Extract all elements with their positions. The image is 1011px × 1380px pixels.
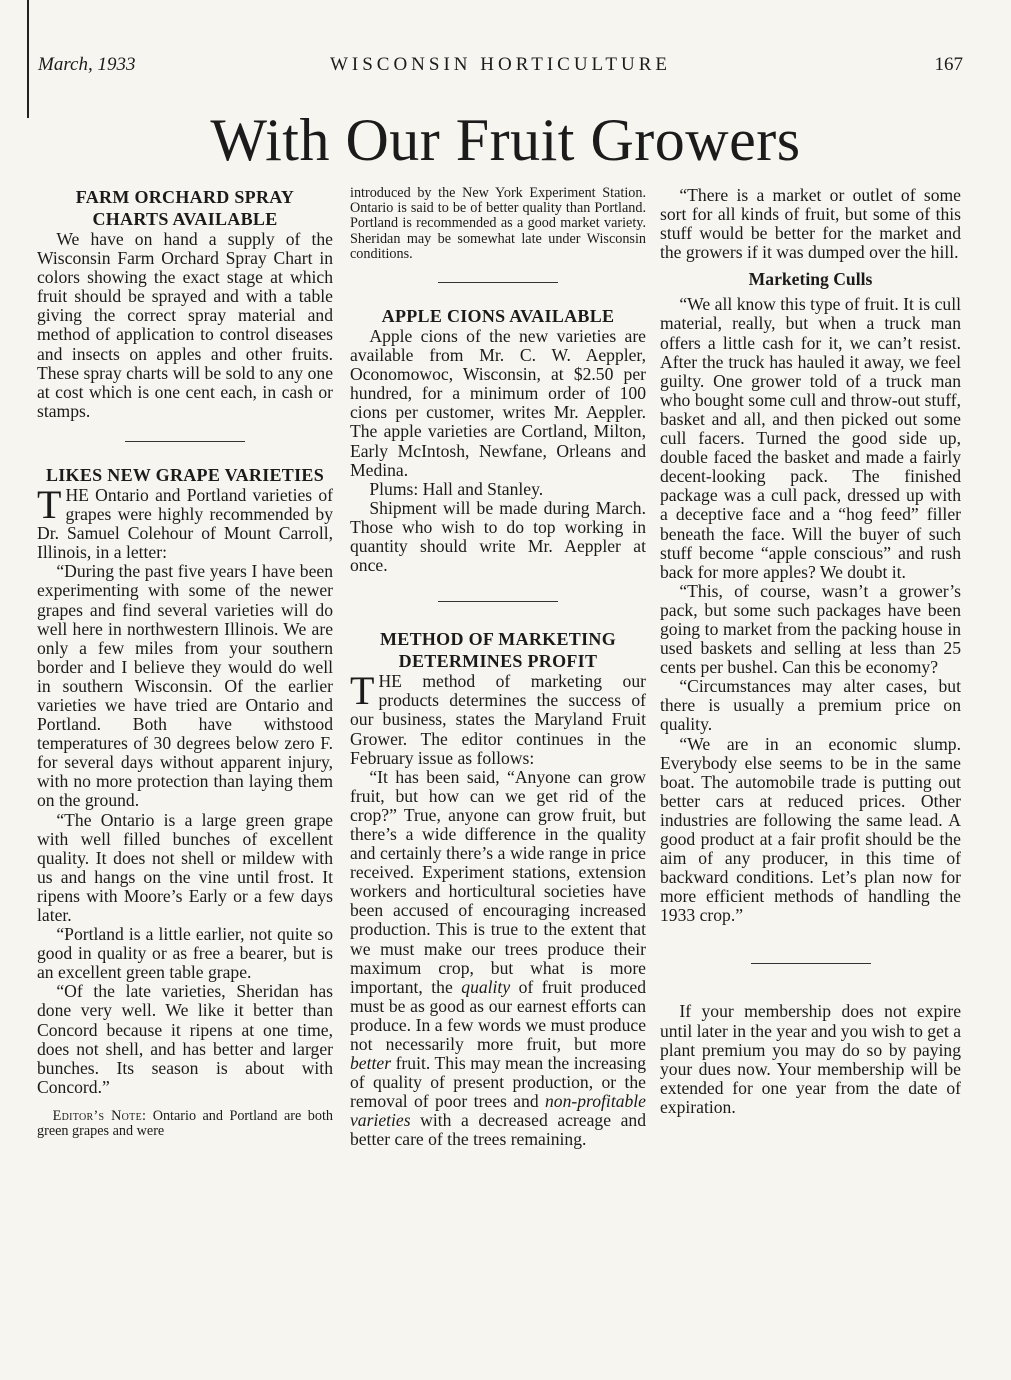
running-header: [38, 54, 963, 82]
separator-rule: [438, 601, 558, 602]
article-text: HE Ontario and Portland varieties of grapes were highly recommended by Dr. Samuel Colehour of Mount Carroll, Illinois, in a letter:: [37, 484, 333, 563]
column-1: [37, 186, 333, 1139]
page-title: With Our Fruit Growers: [210, 107, 801, 173]
article-heading-apple-cions: APPLE CIONS AVAILABLE: [381, 306, 615, 327]
separator-rule: [751, 963, 871, 964]
drop-cap: T: [37, 481, 62, 527]
column-2: [350, 186, 646, 1150]
article-paragraph: “The Ontario is a large green grape with well filled bunches of excellent quality. It does not shell or mildew with us and hangs on the vine until frost. It ripens with Moore’s Early or a few days later.: [37, 809, 333, 925]
article-text: “It has been said, “Anyone can grow fruit, but how can we get rid of the crop?” True, anyone can grow fruit, but there’s a wide difference in the quality and certainly there’s a wide range in price received. Experiment stations, extension workers and horticultural societies have been accused of encouraging increased production. This is true to the extent that we must make our trees produce their maximum crop, but what is more important, the: [350, 766, 646, 997]
issue-date: March, 1933: [38, 54, 136, 75]
article-text: fruit. This may mean the increasing of quality of present production, or the removal of poor trees and: [350, 1053, 646, 1112]
article-paragraph: Shipment will be made during March. Those who wish to do top working in quantity should write Mr. Aeppler at once.: [350, 497, 646, 576]
article-heading-marketing-method: METHOD OF MARKETING DETERMINES PROFIT: [379, 629, 617, 672]
emphasis-text: better: [350, 1053, 392, 1074]
article-paragraph: “During the past five years I have been experimenting with some of the newer grapes and find several varieties will do well here in northwestern Illinois. We are only a few miles from your southern border and I believe they would do well in southern Wisconsin. Of the earlier varieties we have tried are Ontario and Portland. Both have withstood temperatures of 30 degrees below zero F. for several days without apparent injury, with no more protection than laying them on the ground.: [37, 561, 333, 811]
article-paragraph: Apple cions of the new varieties are available from Mr. C. W. Aeppler, Oconomowoc, Wisconsin, at $2.50 per hundred, for a minimum order of 100 cions per customer, writes Mr. Aeppler. The apple varieties are Cortland, Milton, Early McIntosh, Newfane, Orleans and Medina.: [350, 326, 646, 480]
article-paragraph: [350, 768, 646, 1150]
article-paragraph: “Portland is a little earlier, not quite so good in quality or as free a bearer, but is an excellent green table grape.: [37, 924, 333, 983]
page-number: 167: [934, 54, 963, 75]
subheading-marketing-culls: Marketing Culls: [748, 269, 873, 290]
editors-note-text: Ontario and Portland are both green grapes and were: [37, 1107, 333, 1140]
article-paragraph: “This, of course, wasn’t a grower’s pack, but some such packages have been going to market from the packing house in used baskets and selling at less than 25 cents per bushel. Can this be economy?: [660, 580, 961, 678]
article-paragraph: “Of the late varieties, Sheridan has done very well. We like it better than Concord because it ripens at one time, does not shell, and has better and larger bunches. Its season is about with Concord.”: [37, 981, 333, 1097]
emphasis-text: quality: [461, 976, 511, 997]
article-paragraph: “Circumstances may alter cases, but there is usually a premium price on quality.: [660, 676, 961, 735]
article-paragraph: [37, 481, 333, 563]
article-heading-spray-charts: FARM ORCHARD SPRAY CHARTS AVAILABLE: [75, 187, 295, 229]
separator-rule: [438, 282, 558, 283]
article-heading-grape-varieties: LIKES NEW GRAPE VARIETIES: [45, 464, 325, 485]
separator-rule: [125, 441, 245, 442]
editors-note-continued: introduced by the New York Experiment Station. Ontario is said to be of better quality than Portland. Portland is recommended as a good market variety. Sheridan may be somewhat late under Wisconsin conditions.: [350, 185, 646, 262]
editors-note: [37, 1109, 333, 1139]
drop-cap: T: [350, 668, 375, 714]
article-text: HE method of marketing our products determines the success of our business, states the Maryland Fruit Grower. The editor continues in the February issue as follows:: [350, 671, 646, 768]
column-3: [660, 186, 961, 1117]
membership-notice: If your membership does not expire until later in the year and you wish to get a plant premium you may do so by paying your dues now. Your membership will be extended for one year from the date of expiration.: [660, 1001, 961, 1117]
article-text: of fruit produced must be as good as our earnest efforts can produce. In a few words we must produce not necessarily more fruit, but more: [350, 976, 646, 1055]
article-paragraph: “We all know this type of fruit. It is cull material, really, but when a truck man offers a little cash for it, we can’t resist. After the truck has hauled it away, we feel guilty. One grower told of a truck man who bought some cull and throw-out stuff, basket and all, and then picked out some cull facers. Turned the good side up, double faced the basket and made a fairly decent-looking pack. The finished package was a cull pack, dressed up with a deceptive face and a “hog feed” filler beneath the face. Will the buyer of such stuff become “apple conscious” and rush back for more apples? We doubt it.: [660, 294, 961, 582]
article-text: with a decreased acreage and better care of the trees remaining.: [350, 1110, 646, 1150]
magazine-name: WISCONSIN HORTICULTURE: [329, 54, 672, 75]
article-paragraph: “There is a market or outlet of some sort for all kinds of fruit, but some of this stuff would be better for the market and the growers if it was dumped over the hill.: [660, 185, 961, 263]
article-paragraph: We have on hand a supply of the Wisconsin Farm Orchard Spray Chart in colors showing the exact stage at which fruit should be sprayed and with a table giving the correct spray material and method of application to control diseases and insects on apples and other fruits. These spray charts will be sold to any one at cost which is one cent each, in cash or stamps.: [37, 229, 333, 421]
editors-note-label: Editor’s Note:: [52, 1107, 147, 1124]
emphasis-text: non-profitable varieties: [350, 1091, 646, 1131]
article-paragraph: Plums: Hall and Stanley.: [369, 478, 544, 499]
article-paragraph: “We are in an economic slump. Everybody else seems to be in the same boat. The automobile trade is putting out better cars at reduced prices. Other industries are following the same lead. A good product at a fair profit should be the aim of any producer, in this time of backward conditions. Let’s plan now for more efficient methods of handling the 1933 crop.”: [660, 733, 961, 926]
article-paragraph: [350, 668, 646, 768]
